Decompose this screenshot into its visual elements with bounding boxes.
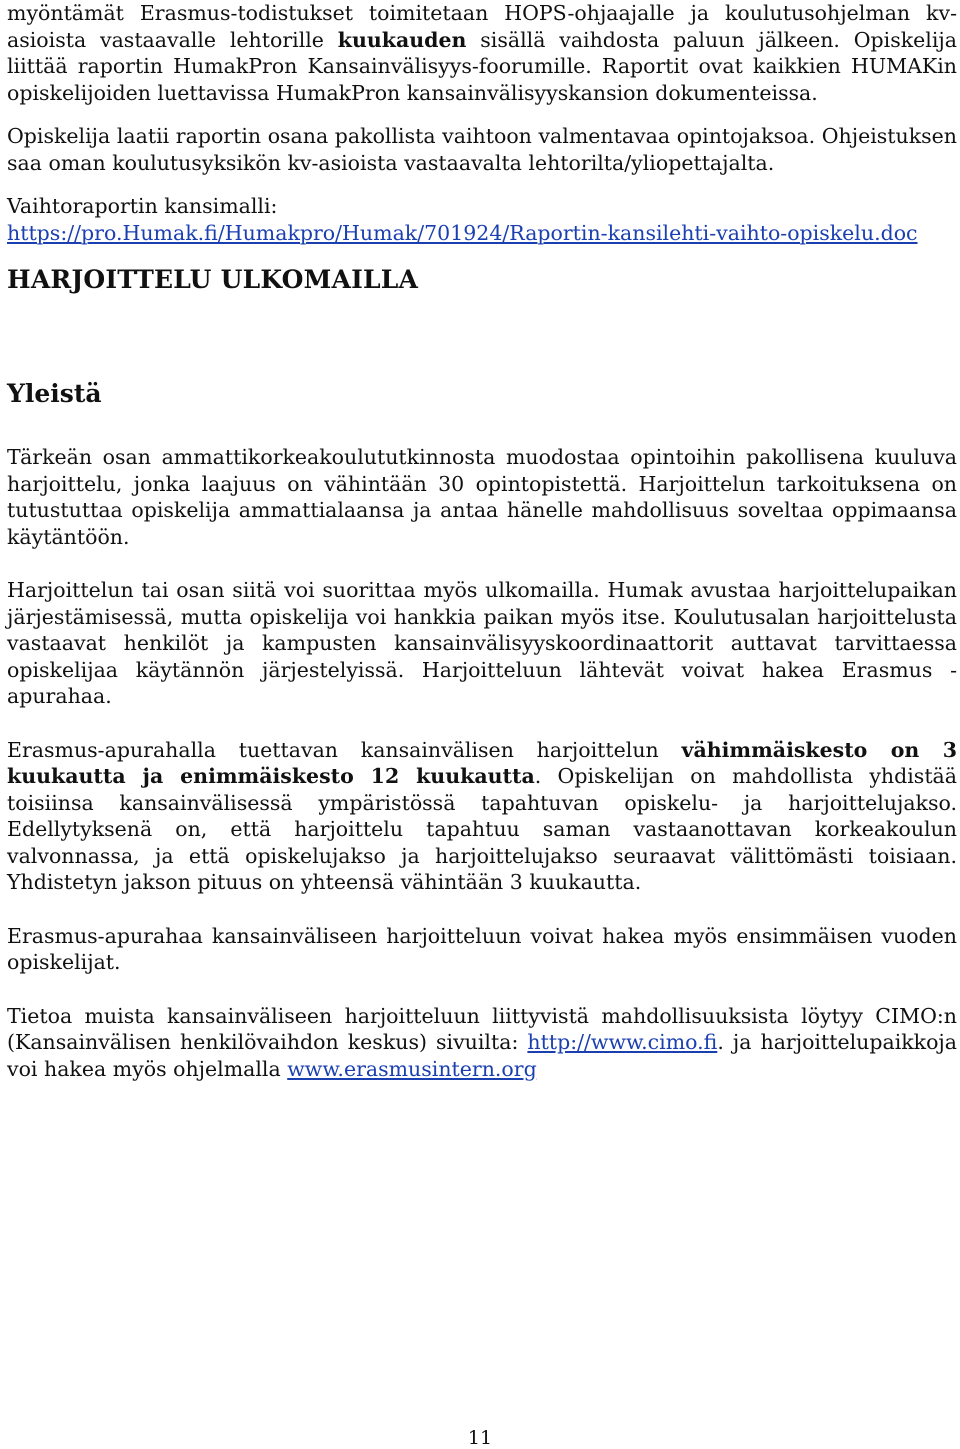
- page-number: 11: [467, 1427, 493, 1449]
- spacer: [7, 896, 957, 923]
- subsection-heading: Yleistä: [7, 379, 102, 408]
- text-run: . Opiskelijan on mahdollista yhdistää toisiinsa kansainvälisessä ympäristössä tapahtuvan opiskelu- ja harjoittelujakso. Edellytyksenä on, että harjoittelu tapahtuu saman vastaanottavan korkeakoulun valvonnassa, ja että opiskelujakso ja harjoittelujakso seuraavat välittömästi toisiaan. Yhdistetyn jakson pituus on yhteensä vähintään 3 kuukautta.: [7, 764, 957, 894]
- spacer: [7, 550, 957, 577]
- bold-text: vähimmäiskesto on 3 kuukautta ja enimmäiskesto 12 kuukautta: [7, 737, 957, 788]
- paragraph-abroad: Harjoittelun tai osan siitä voi suorittaa myös ulkomailla. Humak avustaa harjoittelupaikan järjestämisessä, mutta opiskelija voi hankkia paikan myös itse. Koulutusalan harjoittelusta vastaavat henkilöt ja kampusten kansainvälisyyskoordinaattorit auttavat tarvittaessa opiskelijaa käytännön järjestelyissä. Harjoitteluun lähtevät voivat hakea Erasmus - apurahaa.: [7, 578, 957, 708]
- text-run: sisällä vaihdosta paluun jälkeen. Opiskelija liittää raportin HumakPron Kansainvälisyys-foorumille. Raportit ovat kaikkien HUMAKin opiskelijoiden luettavissa HumakPron kansainvälisyyskansion dokumenteissa.: [7, 27, 957, 105]
- erasmusintern-link[interactable]: www.erasmusintern.org: [287, 1056, 537, 1081]
- paragraph-report-submission: [7, 0, 957, 106]
- spacer: [7, 106, 957, 123]
- bold-text: kuukauden: [337, 27, 467, 52]
- section-heading: HARJOITTELU ULKOMAILLA: [7, 265, 419, 294]
- paragraph-first-year: Erasmus-apurahaa kansainväliseen harjoitteluun voivat hakea myös ensimmäisen vuoden opiskelijat.: [7, 923, 957, 974]
- paragraph-duration: [7, 737, 957, 896]
- paragraph-template: [7, 193, 957, 246]
- spacer: [7, 296, 957, 378]
- text-run: Tietoa muista kansainväliseen harjoitteluun liittyvistä mahdollisuuksista löytyy CIMO:n (Kansainvälisen henkilövaihdon keskus) sivuilta:: [7, 1003, 957, 1054]
- spacer: [7, 176, 957, 193]
- cimo-link[interactable]: http://www.cimo.fi: [527, 1030, 718, 1054]
- text-run: myöntämät Erasmus-todistukset toimitetaan HOPS-ohjaajalle ja koulutusohjelman kv-asioista vastaavalle lehtorille: [7, 1, 957, 52]
- spacer: [7, 976, 957, 1003]
- paragraph-general: Tärkeän osan ammattikorkeakoulututkinnosta muodostaa opintoihin pakollisena kuuluva harjoittelu, jonka laajuus on vähintään 30 opintopistettä. Harjoittelun tarkoituksena on tutustuttaa opiskelija ammattialaansa ja antaa hänelle mahdollisuus soveltaa oppimaansa käytäntöön.: [7, 445, 957, 549]
- spacer: [7, 246, 957, 264]
- spacer: [7, 410, 957, 444]
- paragraph-cimo: [7, 1003, 957, 1083]
- paragraph-report-course: Opiskelija laatii raportin osana pakollista vaihtoon valmentavaa opintojaksoa. Ohjeistuksen saa oman koulutusyksikön kv-asioista vastaavalta lehtorilta/yliopettajalta.: [7, 124, 957, 175]
- template-label: Vaihtoraportin kansimalli:: [7, 194, 278, 218]
- text-run: . ja harjoittelupaikkoja voi hakea myös ohjelmalla: [7, 1030, 958, 1081]
- text-run: Erasmus-apurahalla tuettavan kansainvälisen harjoittelun: [7, 737, 682, 762]
- spacer: [7, 710, 957, 737]
- document-page: [7, 0, 957, 1082]
- template-link[interactable]: https://pro.Humak.fi/Humakpro/Humak/701924/Raportin-kansilehti-vaihto-opiskelu.doc: [7, 220, 918, 245]
